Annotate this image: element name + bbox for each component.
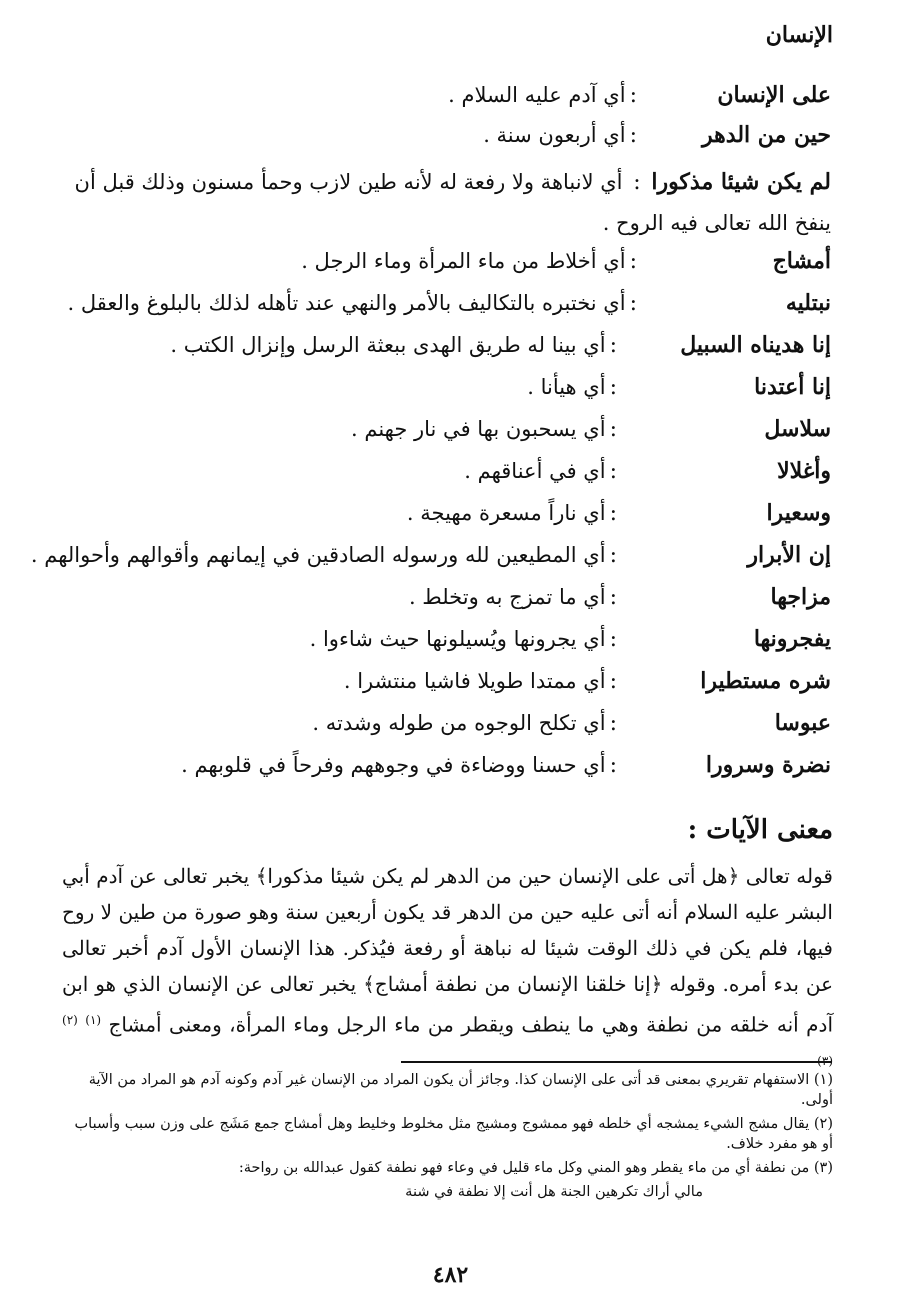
footnote-3: (٣) من نطفة أي من ماء يقطر وهو المني وكل ماء قليل في وعاء فهو نطفة كقول عبدالله بن رواحة: (238, 1160, 833, 1176)
gloss-term: أمشاج (772, 248, 831, 274)
gloss-colon: : (609, 375, 617, 400)
gloss-term: إنا أعتدنا (754, 374, 831, 400)
page-header: الإنسان (765, 22, 833, 48)
gloss-colon: : (609, 627, 617, 652)
gloss-definition: أي ناراً مسعرة مهيجة . (406, 501, 606, 525)
gloss-term: إن الأبرار (747, 542, 831, 568)
gloss-colon: : (629, 249, 637, 274)
gloss-row (30, 542, 831, 582)
body-text: قوله تعالى ﴿هل أتى على الإنسان حين من الدهر لم يكن شيئا مذكورا﴾ يخبر تعالى عن آدم أبي البشر عليه السلام أنه أتى عليه حين من الدهر قد يكون أربعين سنة وهو صورة من طين لا روح فيها، فلم يكن في ذلك الوقت شيئا له نباهة أو رفعة فيُذكر. هذا الإنسان الأول آدم أخبر تعالى عن بدء أمره. وقوله ﴿إنا خلقنا الإنسان من نطفة أمشاج﴾ يخبر تعالى عن الإنسان الذي هو ابن آدم أنه خلقه من نطفة وهي ما ينطف ويقطر من ماء الرجل وماء المرأة، ومعنى أمشاج (62, 864, 834, 1037)
gloss-term: شره مستطيرا (700, 668, 831, 694)
gloss-definition: أي ما تمزج به وتخلط . (408, 585, 606, 609)
footnote-marker: (٣) (817, 1053, 833, 1068)
gloss-definition: أي لانباهة ولا رفعة له لأنه طين لازب وحمأ مسنون وذلك قبل أن ينفخ الله تعالى فيه الروح . (74, 170, 831, 235)
gloss-colon: : (609, 753, 617, 778)
gloss-row (60, 162, 831, 243)
gloss-definition: أي ممتدا طويلا فاشيا منتشرا . (343, 669, 606, 693)
gloss-term: يفجرونها (753, 626, 831, 652)
gloss-row (60, 668, 831, 708)
gloss-row (60, 290, 831, 330)
gloss-colon: : (609, 543, 617, 568)
gloss-colon: : (609, 585, 617, 610)
poem-verse: مالي أراك تكرهين الجنة هل أنت إلا نطفة في شنة (405, 1184, 703, 1200)
gloss-colon: : (629, 123, 637, 148)
gloss-row (60, 584, 831, 624)
gloss-term: على الإنسان (717, 82, 831, 108)
gloss-term: نبتليه (785, 290, 831, 316)
gloss-definition: أي حسنا ووضاءة في وجوههم وفرحاً في قلوبهم . (181, 753, 606, 777)
gloss-term: حين من الدهر (702, 122, 831, 148)
gloss-definition: أي أخلاط من ماء المرأة وماء الرجل . (301, 249, 626, 273)
gloss-colon: : (609, 711, 617, 736)
gloss-definition: أي هيأنا . (527, 375, 606, 399)
body-paragraph (62, 858, 833, 1083)
gloss-definition: أي المطيعين لله ورسوله الصادقين في إيمانهم وأقوالهم وأحوالهم . (30, 543, 606, 567)
footnote-1: (١) الاستفهام تقريري بمعنى قد أتى على الإنسان كذا. وجائز أن يكون المراد من الإنسان غير آدم وكونه آدم هو المراد من الآية أولى. (88, 1072, 833, 1108)
gloss-term: إنا هديناه السبيل (680, 332, 831, 358)
gloss-colon: : (629, 291, 637, 316)
gloss-definition: أي نختبره بالتكاليف بالأمر والنهي عند تأهله لذلك بالبلوغ والعقل . (67, 291, 626, 315)
footnote-marker: (١) (85, 1013, 102, 1027)
gloss-definition: أي تكلح الوجوه من طوله وشدته . (312, 711, 606, 735)
gloss-row (60, 332, 831, 372)
gloss-row (60, 500, 831, 540)
gloss-row (60, 248, 831, 288)
gloss-term: وأغلالا (777, 458, 831, 484)
gloss-term: عبوسا (774, 710, 831, 736)
gloss-row (60, 82, 831, 122)
gloss-colon: : (609, 501, 617, 526)
footnotes (62, 1070, 833, 1206)
page-number: ٤٨٢ (432, 1262, 469, 1288)
gloss-term: نضرة وسرورا (705, 752, 831, 778)
gloss-row (60, 374, 831, 414)
gloss-colon: : (633, 170, 641, 195)
section-title: معنى الآيات : (687, 815, 833, 845)
gloss-colon: : (609, 417, 617, 442)
gloss-term: وسعيرا (766, 500, 831, 526)
gloss-term: مزاجها (770, 584, 831, 610)
gloss-row (60, 626, 831, 666)
gloss-definition: أي بينا له طريق الهدى ببعثة الرسل وإنزال الكتب . (170, 333, 606, 357)
gloss-definition: أي آدم عليه السلام . (448, 83, 626, 107)
gloss-row (60, 710, 831, 750)
gloss-colon: : (609, 333, 617, 358)
gloss-row (60, 122, 831, 162)
gloss-colon: : (609, 669, 617, 694)
gloss-definition: أي يسحبون بها في نار جهنم . (351, 417, 606, 441)
gloss-definition: أي يجرونها ويُسيلونها حيث شاءوا . (309, 627, 606, 651)
gloss-row (60, 416, 831, 456)
gloss-colon: : (629, 83, 637, 108)
gloss-term: سلاسل (764, 416, 831, 442)
gloss-definition: أي في أعناقهم . (464, 459, 606, 483)
footnote-separator (401, 1061, 831, 1063)
footnote-2: (٢) يقال مشج الشيء يمشجه أي خلطه فهو ممشوج ومشيج مثل مخلوط وخليط وهل أمشاج جمع مَشَج على وزن سبب وأسباب أو هو مفرد خلاف. (74, 1116, 833, 1152)
gloss-definition: أي أربعون سنة . (483, 123, 626, 147)
footnote-marker: (٢) (62, 1013, 78, 1027)
gloss-row (60, 458, 831, 498)
gloss-colon: : (609, 459, 617, 484)
gloss-term: لم يكن شيئا مذكورا (651, 169, 831, 195)
gloss-row (60, 752, 831, 792)
